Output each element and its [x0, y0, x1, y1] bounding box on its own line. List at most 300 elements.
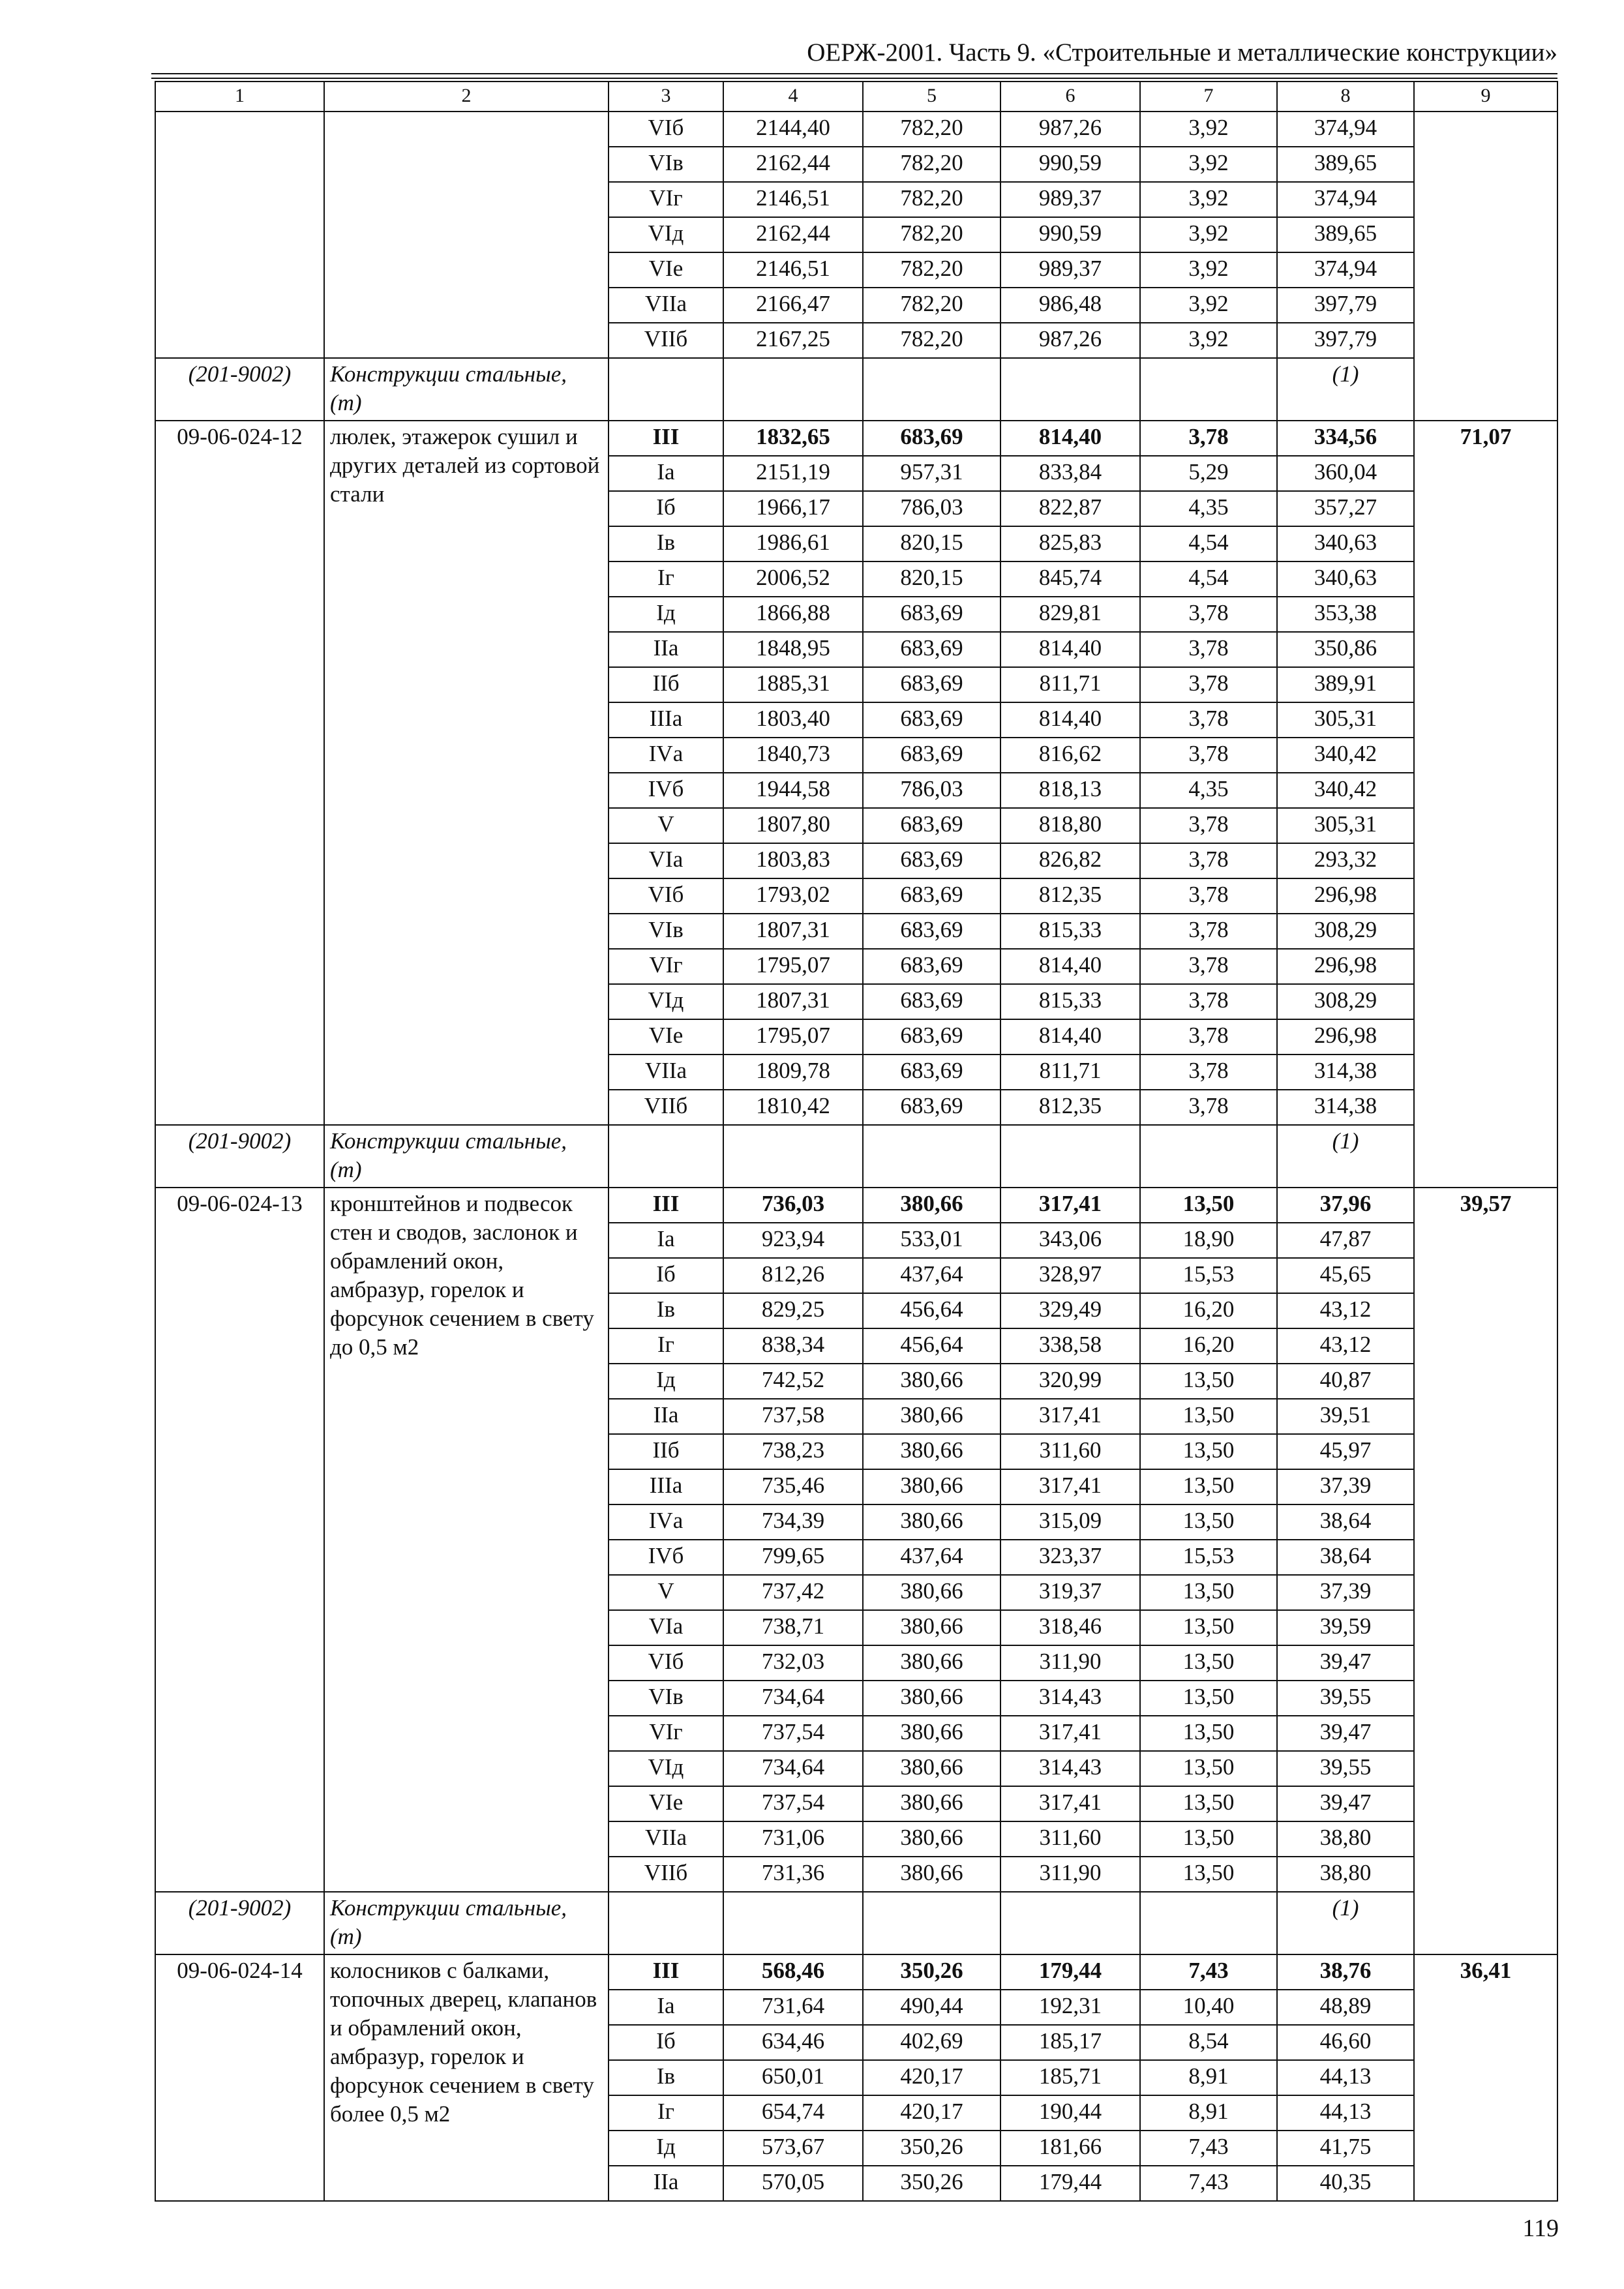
value-cell: 380,66 [863, 1188, 1000, 1223]
value-cell: 814,40 [1000, 1019, 1140, 1055]
value-cell: 380,66 [863, 1434, 1000, 1469]
value-cell: 343,06 [1000, 1223, 1140, 1258]
value-cell: 44,13 [1277, 2060, 1414, 2095]
value-cell: 389,91 [1277, 667, 1414, 702]
value-cell: 308,29 [1277, 984, 1414, 1019]
value-cell: 683,69 [863, 878, 1000, 914]
value-cell: 38,80 [1277, 1821, 1414, 1857]
value-cell: 374,94 [1277, 112, 1414, 147]
value-cell: 2144,40 [723, 112, 863, 147]
value-cell: 3,78 [1140, 667, 1277, 702]
total-cell [1414, 112, 1557, 421]
value-cell: 3,78 [1140, 597, 1277, 632]
value-cell: 3,78 [1140, 738, 1277, 773]
table-row [155, 1954, 1557, 1990]
value-cell: 782,20 [863, 147, 1000, 182]
value-cell: 350,26 [863, 1954, 1000, 1990]
material-name: Конструкции стальные, (т) [324, 1892, 609, 1954]
zone-cell: IVб [609, 1540, 723, 1575]
zone-cell: Iд [609, 2131, 723, 2166]
value-cell: 179,44 [1000, 1954, 1140, 1990]
value-cell: 533,01 [863, 1223, 1000, 1258]
column-number: 5 [863, 82, 1000, 112]
value-cell: 37,96 [1277, 1188, 1414, 1223]
value-cell: 15,53 [1140, 1540, 1277, 1575]
value-cell: 2151,19 [723, 456, 863, 491]
zone-cell: IIа [609, 632, 723, 667]
value-cell: 782,20 [863, 288, 1000, 323]
value-cell: 15,53 [1140, 1258, 1277, 1293]
value-cell: 3,78 [1140, 914, 1277, 949]
value-cell: 1840,73 [723, 738, 863, 773]
zone-cell: IIа [609, 1399, 723, 1434]
zone-cell: VIг [609, 949, 723, 984]
value-cell: 734,64 [723, 1751, 863, 1786]
empty-cell [609, 358, 723, 421]
value-cell: 568,46 [723, 1954, 863, 1990]
value-cell: 3,92 [1140, 217, 1277, 252]
value-cell: 814,40 [1000, 632, 1140, 667]
value-cell: 820,15 [863, 561, 1000, 597]
value-cell: 13,50 [1140, 1575, 1277, 1610]
zone-cell: VIIб [609, 323, 723, 358]
zone-cell: Iг [609, 2095, 723, 2131]
value-cell: 318,46 [1000, 1610, 1140, 1645]
value-cell: 829,25 [723, 1293, 863, 1328]
value-cell: 296,98 [1277, 949, 1414, 984]
value-cell: 192,31 [1000, 1990, 1140, 2025]
value-cell: 4,35 [1140, 491, 1277, 526]
column-number-row [155, 82, 1557, 112]
zone-cell: III [609, 421, 723, 456]
value-cell: 397,79 [1277, 288, 1414, 323]
value-cell: 833,84 [1000, 456, 1140, 491]
value-cell: 39,47 [1277, 1645, 1414, 1681]
value-cell: 812,35 [1000, 1090, 1140, 1125]
zone-cell: V [609, 808, 723, 843]
value-cell: 683,69 [863, 597, 1000, 632]
value-cell: 420,17 [863, 2095, 1000, 2131]
value-cell: 4,54 [1140, 526, 1277, 561]
value-cell: 7,43 [1140, 2131, 1277, 2166]
value-cell: 179,44 [1000, 2166, 1140, 2201]
value-cell: 654,74 [723, 2095, 863, 2131]
value-cell: 13,50 [1140, 1645, 1277, 1681]
value-cell: 1848,95 [723, 632, 863, 667]
value-cell: 812,35 [1000, 878, 1140, 914]
empty-cell [1140, 358, 1277, 421]
value-cell: 456,64 [863, 1293, 1000, 1328]
value-cell: 811,71 [1000, 667, 1140, 702]
zone-cell: VIб [609, 1645, 723, 1681]
value-cell: 39,59 [1277, 1610, 1414, 1645]
value-cell: 38,76 [1277, 1954, 1414, 1990]
value-cell: 311,60 [1000, 1821, 1140, 1857]
value-cell: 315,09 [1000, 1504, 1140, 1540]
value-cell: 45,65 [1277, 1258, 1414, 1293]
value-cell: 340,63 [1277, 561, 1414, 597]
total-cell: 39,57 [1414, 1188, 1557, 1954]
value-cell: 3,92 [1140, 182, 1277, 217]
table-row [155, 1188, 1557, 1223]
value-cell: 736,03 [723, 1188, 863, 1223]
value-cell: 380,66 [863, 1821, 1000, 1857]
zone-cell: IIб [609, 1434, 723, 1469]
value-cell: 185,17 [1000, 2025, 1140, 2060]
value-cell: 40,87 [1277, 1364, 1414, 1399]
value-cell: 38,64 [1277, 1540, 1414, 1575]
value-cell: 1866,88 [723, 597, 863, 632]
empty-cell [723, 1892, 863, 1954]
value-cell: 7,43 [1140, 2166, 1277, 2201]
value-cell: 44,13 [1277, 2095, 1414, 2131]
value-cell: 826,82 [1000, 843, 1140, 878]
value-cell: 380,66 [863, 1857, 1000, 1892]
material-value: (1) [1277, 1125, 1414, 1188]
value-cell: 990,59 [1000, 147, 1140, 182]
zone-cell: IVа [609, 1504, 723, 1540]
value-cell: 812,26 [723, 1258, 863, 1293]
value-cell: 1832,65 [723, 421, 863, 456]
value-cell: 742,52 [723, 1364, 863, 1399]
value-cell: 13,50 [1140, 1716, 1277, 1751]
value-cell: 989,37 [1000, 252, 1140, 288]
value-cell: 3,78 [1140, 843, 1277, 878]
empty-cell [609, 1892, 723, 1954]
value-cell: 822,87 [1000, 491, 1140, 526]
zone-cell: IIIа [609, 702, 723, 738]
value-cell: 456,64 [863, 1328, 1000, 1364]
value-cell: 815,33 [1000, 914, 1140, 949]
empty-cell [1140, 1125, 1277, 1188]
value-cell: 308,29 [1277, 914, 1414, 949]
zone-cell: VIIа [609, 1055, 723, 1090]
value-cell: 738,71 [723, 1610, 863, 1645]
column-number: 9 [1414, 82, 1557, 112]
value-cell: 380,66 [863, 1399, 1000, 1434]
value-cell: 16,20 [1140, 1293, 1277, 1328]
value-cell: 13,50 [1140, 1504, 1277, 1540]
value-cell: 650,01 [723, 2060, 863, 2095]
value-cell: 731,36 [723, 1857, 863, 1892]
work-description: кронштейнов и подвесок стен и сводов, заслонок и обрамлений окон, амбразур, горелок и форсунок сечением в свету до 0,5 м2 [324, 1188, 609, 1892]
value-cell: 3,92 [1140, 288, 1277, 323]
value-cell: 3,92 [1140, 112, 1277, 147]
value-cell: 825,83 [1000, 526, 1140, 561]
value-cell: 380,66 [863, 1786, 1000, 1821]
value-cell: 317,41 [1000, 1716, 1140, 1751]
value-cell: 634,46 [723, 2025, 863, 2060]
value-cell: 328,97 [1000, 1258, 1140, 1293]
value-cell: 683,69 [863, 1019, 1000, 1055]
zone-cell: VIг [609, 1716, 723, 1751]
value-cell: 732,03 [723, 1645, 863, 1681]
value-cell: 829,81 [1000, 597, 1140, 632]
zone-cell: Iб [609, 2025, 723, 2060]
value-cell: 1795,07 [723, 949, 863, 984]
value-cell: 8,91 [1140, 2060, 1277, 2095]
value-cell: 814,40 [1000, 702, 1140, 738]
value-cell: 1795,07 [723, 1019, 863, 1055]
material-code: (201-9002) [155, 1125, 324, 1188]
value-cell: 41,75 [1277, 2131, 1414, 2166]
value-cell: 437,64 [863, 1540, 1000, 1575]
value-cell: 13,50 [1140, 1610, 1277, 1645]
value-cell: 39,55 [1277, 1751, 1414, 1786]
value-cell: 4,54 [1140, 561, 1277, 597]
value-cell: 353,38 [1277, 597, 1414, 632]
value-cell: 357,27 [1277, 491, 1414, 526]
value-cell: 380,66 [863, 1645, 1000, 1681]
table-row [155, 112, 1557, 147]
value-cell: 13,50 [1140, 1434, 1277, 1469]
value-cell: 989,37 [1000, 182, 1140, 217]
value-cell: 990,59 [1000, 217, 1140, 252]
material-row [155, 1892, 1557, 1954]
zone-cell: Iг [609, 1328, 723, 1364]
value-cell: 683,69 [863, 702, 1000, 738]
total-cell: 71,07 [1414, 421, 1557, 1188]
value-cell: 380,66 [863, 1504, 1000, 1540]
value-cell: 340,63 [1277, 526, 1414, 561]
value-cell: 734,64 [723, 1681, 863, 1716]
value-cell: 7,43 [1140, 1954, 1277, 1990]
value-cell: 45,97 [1277, 1434, 1414, 1469]
material-value: (1) [1277, 358, 1414, 421]
value-cell: 190,44 [1000, 2095, 1140, 2131]
value-cell: 1807,31 [723, 984, 863, 1019]
empty-cell [1140, 1892, 1277, 1954]
value-cell: 683,69 [863, 808, 1000, 843]
work-description: колосников с балками, топочных дверец, клапанов и обрамлений окон, амбразур, горелок и форсунок сечением в свету более 0,5 м2 [324, 1954, 609, 2201]
value-cell: 185,71 [1000, 2060, 1140, 2095]
empty-cell [1000, 358, 1140, 421]
value-cell: 815,33 [1000, 984, 1140, 1019]
value-cell: 389,65 [1277, 147, 1414, 182]
value-cell: 3,92 [1140, 252, 1277, 288]
value-cell: 305,31 [1277, 702, 1414, 738]
zone-cell: VIе [609, 252, 723, 288]
zone-cell: VIа [609, 843, 723, 878]
value-cell: 13,50 [1140, 1399, 1277, 1434]
zone-cell: Iв [609, 1293, 723, 1328]
zone-cell: VIд [609, 984, 723, 1019]
value-cell: 47,87 [1277, 1223, 1414, 1258]
total-cell: 36,41 [1414, 1954, 1557, 2201]
column-number: 7 [1140, 82, 1277, 112]
value-cell: 3,78 [1140, 702, 1277, 738]
zone-cell: VIIа [609, 1821, 723, 1857]
value-cell: 2166,47 [723, 288, 863, 323]
value-cell: 39,51 [1277, 1399, 1414, 1434]
table-row [155, 421, 1557, 456]
header-rule [151, 73, 1557, 74]
value-cell: 317,41 [1000, 1469, 1140, 1504]
zone-cell: VIIа [609, 288, 723, 323]
zone-cell: VIе [609, 1786, 723, 1821]
value-cell: 818,80 [1000, 808, 1140, 843]
zone-cell: V [609, 1575, 723, 1610]
zone-cell: Iв [609, 526, 723, 561]
value-cell: 3,92 [1140, 147, 1277, 182]
empty-cell [609, 1125, 723, 1188]
value-cell: 13,50 [1140, 1786, 1277, 1821]
value-cell: 683,69 [863, 949, 1000, 984]
value-cell: 46,60 [1277, 2025, 1414, 2060]
zone-cell: IIа [609, 2166, 723, 2201]
value-cell: 811,71 [1000, 1055, 1140, 1090]
value-cell: 293,32 [1277, 843, 1414, 878]
zone-cell: VIв [609, 914, 723, 949]
zone-cell: Iд [609, 597, 723, 632]
empty-cell [863, 1892, 1000, 1954]
value-cell: 311,60 [1000, 1434, 1140, 1469]
value-cell: 317,41 [1000, 1786, 1140, 1821]
value-cell: 1944,58 [723, 773, 863, 808]
value-cell: 319,37 [1000, 1575, 1140, 1610]
value-cell: 3,78 [1140, 949, 1277, 984]
value-cell: 380,66 [863, 1716, 1000, 1751]
value-cell: 1803,83 [723, 843, 863, 878]
value-cell: 296,98 [1277, 878, 1414, 914]
value-cell: 3,78 [1140, 1019, 1277, 1055]
value-cell: 734,39 [723, 1504, 863, 1540]
value-cell: 3,78 [1140, 632, 1277, 667]
value-cell: 320,99 [1000, 1364, 1140, 1399]
value-cell: 8,54 [1140, 2025, 1277, 2060]
value-cell: 3,92 [1140, 323, 1277, 358]
value-cell: 380,66 [863, 1610, 1000, 1645]
column-number: 6 [1000, 82, 1140, 112]
value-cell: 735,46 [723, 1469, 863, 1504]
value-cell: 374,94 [1277, 182, 1414, 217]
zone-cell: Iб [609, 1258, 723, 1293]
value-cell: 305,31 [1277, 808, 1414, 843]
value-cell: 38,64 [1277, 1504, 1414, 1540]
column-number: 2 [324, 82, 609, 112]
value-cell: 3,78 [1140, 421, 1277, 456]
zone-cell: IIб [609, 667, 723, 702]
material-name: Конструкции стальные, (т) [324, 1125, 609, 1188]
value-cell: 683,69 [863, 914, 1000, 949]
zone-cell: Iв [609, 2060, 723, 2095]
value-cell: 1966,17 [723, 491, 863, 526]
material-code: (201-9002) [155, 1892, 324, 1954]
material-value: (1) [1277, 1892, 1414, 1954]
empty-cell [863, 358, 1000, 421]
value-cell: 2146,51 [723, 182, 863, 217]
value-cell: 40,35 [1277, 2166, 1414, 2201]
value-cell: 1809,78 [723, 1055, 863, 1090]
value-cell: 13,50 [1140, 1188, 1277, 1223]
value-cell: 338,58 [1000, 1328, 1140, 1364]
value-cell: 1807,80 [723, 808, 863, 843]
value-cell: 683,69 [863, 984, 1000, 1019]
empty-cell [723, 1125, 863, 1188]
rate-code: 09-06-024-13 [155, 1188, 324, 1892]
value-cell: 782,20 [863, 252, 1000, 288]
value-cell: 683,69 [863, 843, 1000, 878]
value-cell: 737,58 [723, 1399, 863, 1434]
value-cell: 2167,25 [723, 323, 863, 358]
value-cell: 2006,52 [723, 561, 863, 597]
zone-cell: VIа [609, 1610, 723, 1645]
value-cell: 43,12 [1277, 1293, 1414, 1328]
value-cell: 786,03 [863, 491, 1000, 526]
zone-cell: Iа [609, 456, 723, 491]
value-cell: 13,50 [1140, 1364, 1277, 1399]
value-cell: 3,78 [1140, 1055, 1277, 1090]
work-description: люлек, этажерок сушил и других деталей из сортовой стали [324, 421, 609, 1125]
value-cell: 816,62 [1000, 738, 1140, 773]
value-cell: 317,41 [1000, 1399, 1140, 1434]
value-cell: 1810,42 [723, 1090, 863, 1125]
zone-cell: IVб [609, 773, 723, 808]
zone-cell: Iг [609, 561, 723, 597]
value-cell: 4,35 [1140, 773, 1277, 808]
empty-cell [863, 1125, 1000, 1188]
page-header: ОЕРЖ-2001. Часть 9. «Строительные и металлические конструкции» [807, 38, 1557, 67]
zone-cell: VIIб [609, 1090, 723, 1125]
value-cell: 3,78 [1140, 878, 1277, 914]
value-cell: 2146,51 [723, 252, 863, 288]
value-cell: 683,69 [863, 667, 1000, 702]
value-cell: 18,90 [1140, 1223, 1277, 1258]
value-cell: 397,79 [1277, 323, 1414, 358]
value-cell: 314,43 [1000, 1681, 1140, 1716]
value-cell: 323,37 [1000, 1540, 1140, 1575]
value-cell: 820,15 [863, 526, 1000, 561]
value-cell: 314,38 [1277, 1055, 1414, 1090]
zone-cell: Iд [609, 1364, 723, 1399]
value-cell: 818,13 [1000, 773, 1140, 808]
value-cell: 923,94 [723, 1223, 863, 1258]
value-cell: 420,17 [863, 2060, 1000, 2095]
value-cell: 16,20 [1140, 1328, 1277, 1364]
value-cell: 814,40 [1000, 949, 1140, 984]
value-cell: 1807,31 [723, 914, 863, 949]
value-cell: 340,42 [1277, 738, 1414, 773]
value-cell: 48,89 [1277, 1990, 1414, 2025]
value-cell: 570,05 [723, 2166, 863, 2201]
value-cell: 39,47 [1277, 1786, 1414, 1821]
value-cell: 350,26 [863, 2166, 1000, 2201]
value-cell: 683,69 [863, 421, 1000, 456]
value-cell: 317,41 [1000, 1188, 1140, 1223]
value-cell: 329,49 [1000, 1293, 1140, 1328]
value-cell: 311,90 [1000, 1857, 1140, 1892]
value-cell: 437,64 [863, 1258, 1000, 1293]
value-cell: 683,69 [863, 738, 1000, 773]
value-cell: 986,48 [1000, 288, 1140, 323]
zone-cell: IVа [609, 738, 723, 773]
value-cell: 43,12 [1277, 1328, 1414, 1364]
material-code: (201-9002) [155, 358, 324, 421]
value-cell: 3,78 [1140, 1090, 1277, 1125]
value-cell: 38,80 [1277, 1857, 1414, 1892]
column-number: 8 [1277, 82, 1414, 112]
empty-cell [1000, 1892, 1140, 1954]
value-cell: 311,90 [1000, 1645, 1140, 1681]
zone-cell: VIб [609, 878, 723, 914]
column-number: 1 [155, 82, 324, 112]
value-cell: 738,23 [723, 1434, 863, 1469]
value-cell: 845,74 [1000, 561, 1140, 597]
zone-cell: VIд [609, 1751, 723, 1786]
material-name: Конструкции стальные, (т) [324, 358, 609, 421]
value-cell: 683,69 [863, 632, 1000, 667]
value-cell: 814,40 [1000, 421, 1140, 456]
